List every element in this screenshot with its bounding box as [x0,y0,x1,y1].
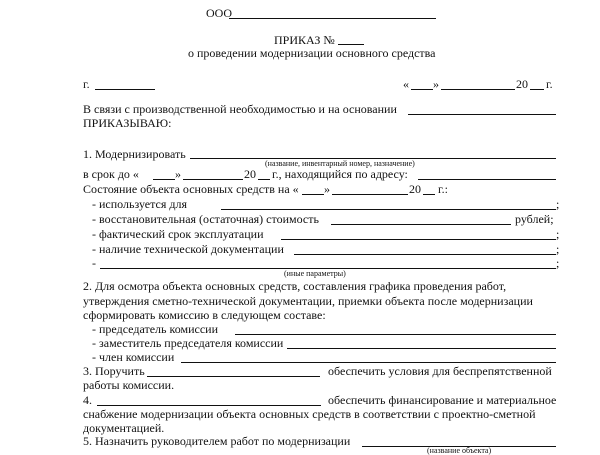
state-mid: » [324,182,330,196]
date-year-prefix: 20 [516,77,528,91]
item-other: - [92,256,96,270]
state-year: 20 [409,182,421,196]
section5-caption: (название объекта) [427,446,492,455]
term-prefix: в срок до « [83,167,139,181]
member-regular: - член комиссии [92,350,175,364]
basis-text: В связи с производственной необходимостью и на основании [83,102,397,116]
semicolon: ; [556,256,560,270]
semicolon: ; [556,227,560,241]
other-params-caption: (иные параметры) [284,269,346,278]
section3-label: 3. Поручить [83,364,145,378]
item-usage: - используется для [92,197,187,211]
semicolon: ; [556,197,560,211]
order-word: ПРИКАЗЫВАЮ: [83,116,172,130]
term-year: 20 [244,167,256,181]
term-year-field[interactable] [258,179,270,180]
state-year-field[interactable] [423,194,435,195]
term-mid: » [175,167,181,181]
member-chairman: - председатель комиссии [92,322,218,336]
item-cost: - восстановительная (остаточная) стоимость [92,212,319,226]
section2-line2: утверждения сметно-технической документации, приемки объекта после модернизации [83,294,533,308]
basis-field[interactable] [408,114,556,115]
order-title: ПРИКАЗ № [274,33,335,47]
asset-name-caption: (название, инвентарный номер, назначение) [265,159,415,168]
section1-label: 1. Модернизировать [83,147,186,161]
section3-text2: работы комиссии. [83,378,175,392]
section5-label: 5. Назначить руководителем работ по модернизации [83,434,351,448]
state-day-field[interactable] [302,194,324,195]
usage-field[interactable] [221,209,556,210]
item-documentation: - наличие технической документации [92,242,284,256]
member-field[interactable] [181,362,556,363]
cost-field[interactable] [331,224,511,225]
state-month-field[interactable] [332,194,408,195]
order-subject: о проведении модернизации основного средства [188,46,436,60]
section2-line3: сформировать комиссию в следующем составе: [83,308,326,322]
state-suffix: г.: [438,182,448,196]
org-name-field[interactable] [229,18,436,19]
org-label: ООО [206,6,232,20]
term-suffix: г., находящийся по адресу: [272,167,408,181]
term-month-field[interactable] [183,179,243,180]
assignee-field[interactable] [147,376,320,377]
section4-label: 4. [83,393,92,407]
order-number-field[interactable] [338,44,364,45]
member-deputy: - заместитель председателя комиссии [92,336,284,350]
section3-text: обеспечить условия для беспрепятственной [328,364,552,378]
date-year-field[interactable] [530,89,544,90]
service-life-field[interactable] [281,239,556,240]
date-close-quote: » [433,77,439,91]
semicolon: ; [556,242,560,256]
term-day-field[interactable] [153,179,175,180]
section4-text3: документацией. [83,421,165,435]
city-label: г. [83,77,90,91]
state-text: Состояние объекта основных средств на « [83,182,299,196]
documentation-field[interactable] [294,254,556,255]
currency-label: рублей; [515,212,554,226]
date-month-field[interactable] [441,89,515,90]
city-field[interactable] [95,89,155,90]
finance-assignee-field[interactable] [97,405,321,406]
date-year-suffix: г. [546,77,553,91]
deputy-field[interactable] [287,348,556,349]
section4-text: обеспечить финансирование и материальное [328,393,557,407]
date-open-quote: « [403,77,409,91]
section4-text2: снабжение модернизации объекта основных средств в соответствии с проектно-сметной [83,407,536,421]
chairman-field[interactable] [235,334,556,335]
section2-line1: 2. Для осмотра объекта основных средств, составления графика проведения работ, [83,279,507,293]
item-service-life: - фактический срок эксплуатации [92,227,264,241]
date-day-field[interactable] [411,89,433,90]
address-field[interactable] [418,179,556,180]
